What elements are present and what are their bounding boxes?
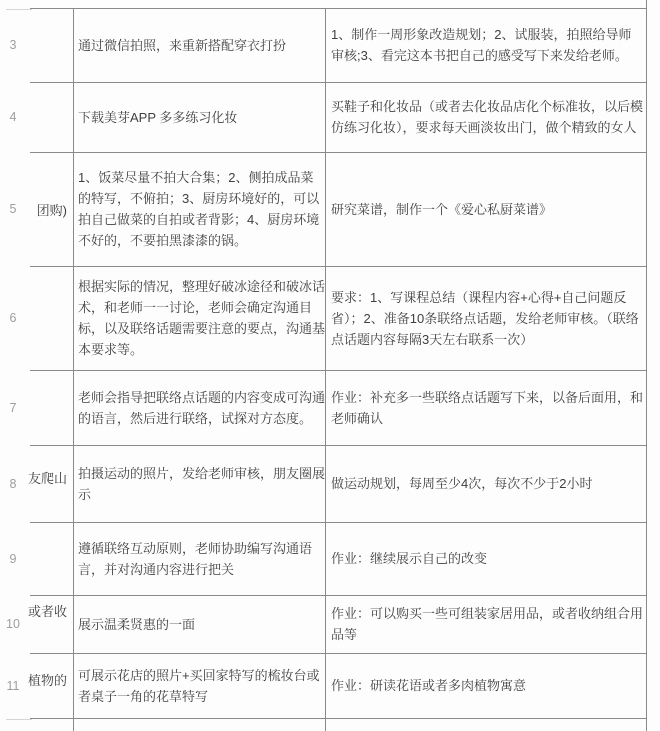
- homework-cell: [326, 266, 646, 370]
- row-number: 4: [9, 110, 17, 124]
- homework-text: 作业：可以购买一些可组装家居用品，或者收纳组合用品等: [331, 606, 644, 642]
- task-text: 展示温柔贤惠的一面: [78, 616, 196, 632]
- task-text: 下载美芽APP 多多练习化妆: [78, 109, 238, 125]
- task-text: 1、饭菜尽量不拍大合集；2、侧拍成品菜的特写，不俯拍；3、厨房环境好的，可以拍自己做菜的自拍或者背影；4、厨房环境不好的，不要拍黑漆漆的锅。: [78, 170, 320, 248]
- table-row-partial: [0, 718, 660, 731]
- cropped-fragment: 或者收: [27, 603, 67, 619]
- task-cell: [74, 370, 325, 445]
- table-row: [0, 595, 660, 653]
- row-number: 5: [9, 202, 17, 216]
- cropped-fragment: 友爬山: [27, 471, 67, 486]
- homework-text: 要求：1、写课程总结（课程内容+心得+自己问题反省）；2、准备10条联络点话题，发给老师审核。（联络点话题内容每隔3天左右联系一次）: [331, 289, 639, 347]
- row-number: 11: [6, 678, 20, 693]
- homework-cell: [326, 82, 646, 152]
- task-text: 根据实际的情况，整理好破冰途径和破冰话术，和老师一一讨论，老师会确定沟通目标，以及联络话题需要注意的要点，沟通基本要求等。: [78, 279, 326, 357]
- task-text: 拍摄运动的照片，发给老师审核，朋友圈展示: [78, 465, 326, 502]
- table-row: [0, 522, 660, 595]
- task-cell: [74, 8, 325, 82]
- homework-text: 买鞋子和化妆品（或者去化妆品店化个标准妆，以后模仿练习化妆），要求每天画淡妆出门，做个精致的女人: [331, 99, 644, 135]
- table-row: [0, 370, 660, 445]
- table-row: [0, 8, 660, 82]
- task-cell: [74, 152, 325, 266]
- homework-cell: [326, 8, 646, 82]
- task-text: 老师会指导把联络点话题的内容变成可沟通的语言，然后进行联络，试探对方态度。: [78, 389, 326, 426]
- homework-cell: [326, 595, 646, 653]
- homework-cell: [326, 445, 646, 522]
- task-cell: [74, 82, 325, 152]
- homework-cell: [326, 653, 646, 718]
- task-cell: [74, 266, 325, 370]
- cropped-fragment: 植物的: [27, 673, 67, 688]
- homework-text: 1、制作一周形象改造规划；2、试服装，拍照给导师审核;3、看完这本书把自己的感受写下来发给老师。: [331, 27, 632, 63]
- homework-text: 作业：补充多一些联络点话题写下来，以备后面用，和老师确认: [331, 389, 644, 426]
- task-cell: [74, 595, 325, 653]
- homework-text: 研究菜谱，制作一个《爱心私厨菜谱》: [331, 201, 553, 217]
- task-cell: [74, 445, 325, 522]
- homework-cell: [326, 152, 646, 266]
- table-row: [0, 266, 660, 370]
- task-cell: [74, 522, 325, 595]
- table-row: [0, 445, 660, 522]
- task-text: 通过微信拍照，来重新搭配穿衣打扮: [78, 37, 287, 53]
- row-number: 3: [9, 38, 17, 52]
- row-number: 9: [9, 551, 17, 566]
- table-row: [0, 653, 660, 718]
- homework-text: 做运动规划，每周至少4次，每次不少于2小时: [331, 476, 593, 491]
- row-number: 10: [6, 617, 20, 631]
- task-text: 遵循联络互动原则，老师协助编写沟通语言，并对沟通内容进行把关: [78, 540, 313, 577]
- cropped-fragment: 团购): [36, 202, 67, 218]
- row-number: 7: [9, 400, 17, 415]
- table-row: [0, 152, 660, 266]
- homework-text: 作业：研读花语或者多肉植物寓意: [331, 678, 527, 693]
- task-text: 可展示花店的照片+买回家特写的梳妆台或者桌子一角的花草特写: [78, 667, 320, 704]
- table-row: [0, 82, 660, 152]
- homework-cell: [326, 370, 646, 445]
- homework-cell: [326, 522, 646, 595]
- row-number: 6: [9, 311, 17, 325]
- row-number: 8: [9, 476, 17, 491]
- homework-text: 作业：继续展示自己的改变: [331, 551, 488, 566]
- task-cell: [74, 653, 325, 718]
